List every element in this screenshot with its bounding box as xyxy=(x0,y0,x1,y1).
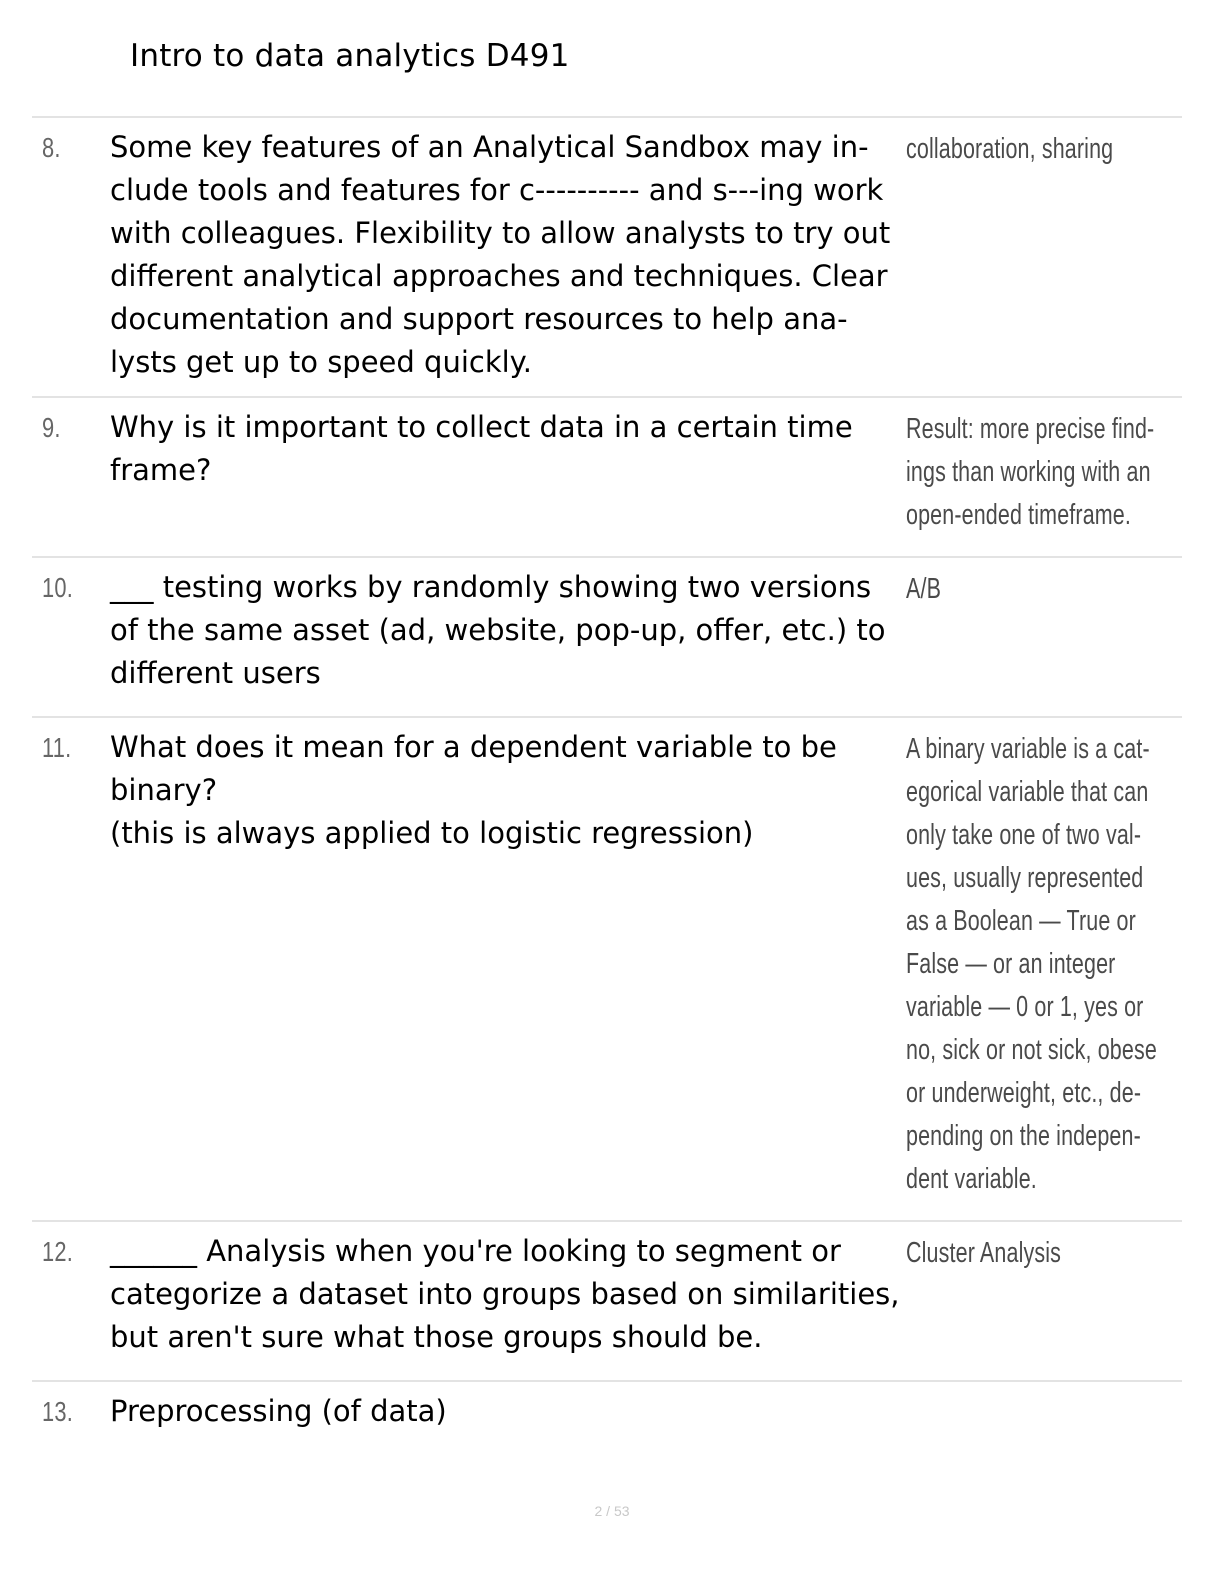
card-definition xyxy=(906,408,1165,537)
term-line: Why is it important to collect data in a certain time xyxy=(110,410,853,444)
definition-line: open-ended timeframe. xyxy=(906,499,1131,531)
card-definition xyxy=(906,728,1165,1201)
definition-line: Cluster Analysis xyxy=(906,1237,1062,1269)
card-definition xyxy=(906,568,1165,611)
card-number: 10. xyxy=(42,572,74,603)
definition-line: egorical variable that can xyxy=(906,776,1149,808)
definition-line: or underweight, etc., de- xyxy=(906,1077,1142,1109)
card-number: 9. xyxy=(42,412,61,443)
definition-line: pending on the indepen- xyxy=(906,1120,1141,1152)
card-number: 8. xyxy=(42,132,61,163)
card-definition xyxy=(906,1232,1165,1275)
definition-line: no, sick or not sick, obese xyxy=(906,1034,1157,1066)
term-line: with colleagues. Flexibility to allow analysts to try out xyxy=(110,216,891,250)
term-line: documentation and support resources to help ana- xyxy=(110,302,848,336)
term-line: Preprocessing (of data) xyxy=(110,1394,447,1428)
term-line: binary? xyxy=(110,773,218,807)
definition-line: False — or an integer xyxy=(906,948,1116,980)
definition-line: variable — 0 or 1, yes or xyxy=(906,991,1144,1023)
term-line: Some key features of an Analytical Sandbox may in- xyxy=(110,130,869,164)
flashcard-12 xyxy=(32,1220,1182,1354)
term-line: but aren't sure what those groups should be. xyxy=(110,1320,763,1354)
flashcard-13 xyxy=(32,1380,1182,1428)
definition-line: ings than working with an xyxy=(906,456,1151,488)
card-number: 13. xyxy=(42,1396,74,1427)
card-number: 12. xyxy=(42,1236,74,1267)
document-title: Intro to data analytics D491 xyxy=(130,38,570,74)
term-line: frame? xyxy=(110,453,212,487)
card-term xyxy=(110,1390,910,1433)
card-term xyxy=(110,726,910,855)
definition-line: as a Boolean — True or xyxy=(906,905,1136,937)
term-line: ______ Analysis when you're looking to segment or xyxy=(110,1234,841,1268)
term-line: What does it mean for a dependent variable to be xyxy=(110,730,837,764)
definition-line: Result: more precise find- xyxy=(906,413,1155,445)
card-number: 11. xyxy=(42,732,72,763)
term-line: categorize a dataset into groups based on similarities, xyxy=(110,1277,900,1311)
flashcard-11 xyxy=(32,716,1182,1195)
definition-line: only take one of two val- xyxy=(906,819,1142,851)
term-line: different users xyxy=(110,656,321,690)
term-line: ___ testing works by randomly showing two versions xyxy=(110,570,872,604)
term-line: different analytical approaches and techniques. Clear xyxy=(110,259,888,293)
card-term xyxy=(110,126,910,384)
definition-line: dent variable. xyxy=(906,1163,1037,1195)
definition-line: collaboration, sharing xyxy=(906,133,1114,165)
term-line: of the same asset (ad, website, pop-up, offer, etc.) to xyxy=(110,613,886,647)
flashcard-10 xyxy=(32,556,1182,690)
definition-line: ues, usually represented xyxy=(906,862,1144,894)
flashcard-8 xyxy=(32,116,1182,379)
term-line: lysts get up to speed quickly. xyxy=(110,345,532,379)
card-definition xyxy=(906,128,1165,171)
page-number: 2 / 53 xyxy=(594,1503,630,1519)
definition-line: A/B xyxy=(906,573,942,605)
card-term xyxy=(110,406,910,492)
card-term xyxy=(110,566,910,695)
flashcard-9 xyxy=(32,396,1182,531)
term-line: (this is always applied to logistic regression) xyxy=(110,816,754,850)
term-line: clude tools and features for c---------- and s---ing work xyxy=(110,173,884,207)
card-term xyxy=(110,1230,910,1359)
definition-line: A binary variable is a cat- xyxy=(906,733,1150,765)
